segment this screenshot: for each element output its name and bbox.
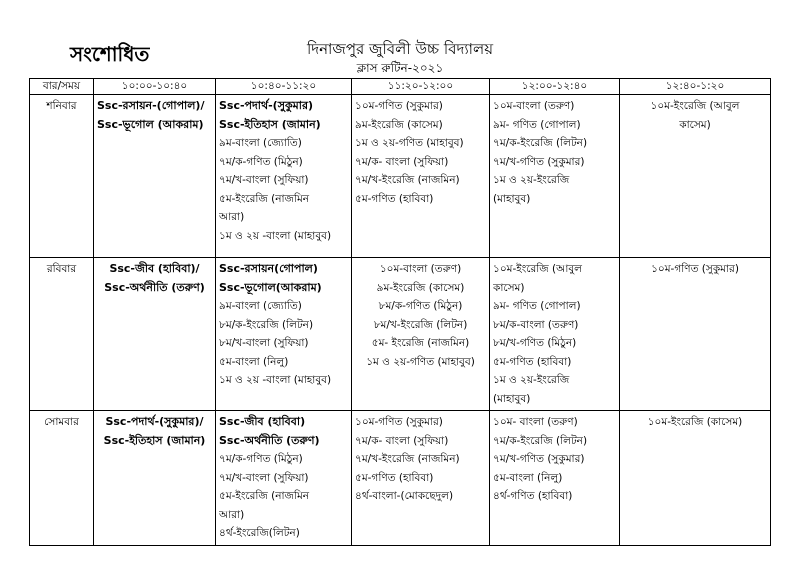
class-entry: ৫ম-ইংরেজি (নাজমিন [219, 192, 310, 205]
period-cell [620, 95, 771, 258]
class-entry: ১ম ও ২য়-ইংরেজি [493, 174, 570, 186]
period-cell [490, 95, 620, 258]
class-entry: ১০ম-গণিত (সুকুমার) [651, 263, 739, 275]
day-cell: রবিবার [30, 258, 94, 411]
period-cell [620, 258, 771, 411]
class-entry: ৪র্থ-ইংরেজি(লিটন) [219, 527, 300, 539]
period-cell [352, 411, 490, 546]
class-entry: ৭ম/ক-গণিত (মিঠুন) [219, 453, 303, 465]
class-entry: ১ম ও ২য়-ইংরেজি [493, 374, 570, 386]
class-entry: Ssc-জীব (হাবিবা)/ [109, 262, 200, 275]
table-row [30, 258, 771, 411]
class-entry: ৫ম- ইংরেজি (নাজমিন) [371, 337, 470, 349]
header-day-time: বার/সময় [30, 79, 94, 95]
header-period-2: ১০:৪০-১১:২০ [216, 79, 352, 95]
school-name: দিনাজপুর জুবিলী উচ্চ বিদ্যালয় [306, 40, 494, 58]
header-period-3: ১১:২০-১২:০০ [352, 79, 490, 95]
table-row [30, 95, 771, 258]
class-entry: ১০ম-বাংলা (তরুণ) [379, 263, 462, 275]
class-entry: ৫ম-গণিত (হাবিবা) [355, 192, 434, 205]
class-entry: ৫ম-গণিত (হাবিবা) [493, 355, 572, 368]
class-entry: ১ম ও ২য় -বাংলা (মাহাবুব) [219, 229, 332, 242]
class-entry: ৮ম/ক-বাংলা (তরুণ) [493, 318, 579, 331]
class-entry: Ssc-ইতিহাস (জামান) [219, 117, 321, 131]
class-entry: Ssc-জীব (হাবিবা) [219, 415, 306, 428]
class-entry: ৫ম-গণিত (হাবিবা) [355, 471, 434, 484]
class-entry: ৭ম/খ-বাংলা (সুফিয়া) [219, 471, 309, 484]
period-cell [94, 411, 216, 546]
class-entry: Ssc-রসায়ন(গোপাল) [219, 262, 318, 275]
class-entry: ৭ম/খ-ইংরেজি (নাজমিন) [355, 174, 460, 186]
class-entry: আরা) [219, 211, 245, 223]
table-header-row [30, 79, 771, 95]
class-entry: ৮ম/খ-ইংরেজি (লিটন) [373, 318, 468, 331]
period-cell [490, 411, 620, 546]
period-cell [94, 258, 216, 411]
class-entry: Ssc-পদার্থ-(সুকুমার) [219, 99, 314, 112]
period-cell [620, 411, 771, 546]
class-entry: ৯ম-বাংলা (জ্যোতি) [219, 137, 302, 149]
header-period-4: ১২:০০-১২:৪০ [490, 79, 620, 95]
class-entry: Ssc-পদার্থ-(সুকুমার)/ [105, 415, 204, 428]
class-entry: ১০ম-বাংলা (তরুণ) [493, 100, 575, 112]
class-routine-table [29, 78, 771, 546]
class-entry: ১০ম-ইংরেজি (কাসেম) [647, 416, 743, 428]
class-entry: ৭ম/ক-ইংরেজি (লিটন) [493, 434, 588, 447]
class-entry: ৮ম/খ-বাংলা (সুফিয়া) [219, 337, 309, 349]
class-entry: ৯ম-বাংলা (জ্যোতি) [219, 300, 302, 312]
class-entry: ৭ম/ক-ইংরেজি (লিটন) [493, 137, 588, 149]
period-cell [94, 95, 216, 258]
period-cell [216, 258, 352, 411]
class-entry: আরা) [219, 508, 245, 521]
class-entry: Ssc-রসায়ন-(গোপাল)/ [97, 99, 205, 112]
class-entry: Ssc-অর্থনীতি (তরুণ) [219, 433, 320, 447]
period-cell [352, 95, 490, 258]
class-entry: ১ম ও ২য় -বাংলা (মাহাবুব) [219, 374, 332, 386]
class-entry: ৯ম- গণিত (গোপাল) [493, 118, 581, 131]
class-entry: ৭ম/ক- বাংলা (সুফিয়া) [355, 434, 449, 447]
class-entry: ৮ম/খ-গণিত (মিঠুন) [493, 337, 577, 349]
class-entry: কাসেম) [679, 118, 711, 131]
day-cell: সোমবার [30, 411, 94, 546]
class-entry: ৯ম-ইংরেজি (কাসেম) [376, 281, 465, 294]
class-entry: (মাহাবুব) [493, 192, 531, 205]
header-period-5: ১২:৪০-১:২০ [620, 79, 771, 95]
table-row [30, 411, 771, 546]
class-entry: ৫ম-বাংলা (নিলু) [219, 355, 289, 368]
class-entry: ৮ম/ক-গণিত (মিঠুন) [378, 300, 463, 312]
class-entry: ১০ম- বাংলা (তরুণ) [493, 416, 578, 428]
class-entry: Ssc-ইতিহাস (জামান) [103, 433, 206, 447]
class-entry: ৯ম- গণিত (গোপাল) [493, 300, 581, 312]
class-entry: ৭ম/খ-বাংলা (সুফিয়া) [219, 174, 309, 186]
class-entry: ৫ম-ইংরেজি (নাজমিন [219, 490, 310, 502]
class-entry: ১০ম-গণিত (সুকুমার) [355, 416, 443, 428]
class-entry: ১০ম-ইংরেজি (আবুল [650, 100, 740, 112]
class-entry: Ssc-ভূগোল (আকরাম) [97, 117, 204, 131]
class-entry: ৪র্থ-গণিত (হাবিবা) [493, 490, 573, 502]
class-entry: (মাহাবুব) [493, 392, 531, 405]
class-entry: Ssc-ভূগোল(আকরাম) [219, 280, 322, 294]
class-entry: ৮ম/ক-ইংরেজি (লিটন) [219, 318, 314, 331]
period-cell [216, 411, 352, 546]
class-entry: কাসেম) [493, 281, 525, 294]
revised-label: সংশোধিত [70, 42, 150, 66]
class-entry: ৭ম/ক-গণিত (মিঠুন) [219, 155, 303, 168]
routine-subtitle: ক্লাস রুটিন-২০২১ [356, 61, 444, 75]
period-cell [216, 95, 352, 258]
class-entry: ৪র্থ-বাংলা-(মোকছেদুল) [355, 490, 454, 502]
class-entry: ৯ম-ইংরেজি (কাসেম) [355, 118, 443, 131]
class-entry: ১০ম-গণিত (সুকুমার) [355, 100, 443, 112]
class-entry: ১০ম-ইংরেজি (আবুল [493, 263, 582, 275]
class-entry: ৭ম/খ-গণিত (সুকুমার) [493, 155, 585, 168]
class-entry: ৭ম/ক- বাংলা (সুফিয়া) [355, 155, 449, 168]
header-period-1: ১০:০০-১০:৪০ [94, 79, 216, 95]
class-entry: ৫ম-বাংলা (নিলু) [493, 471, 563, 484]
class-entry: ৭ম/খ-ইংরেজি (নাজমিন) [355, 453, 460, 465]
class-entry: ১ম ও ২য়-গণিত (মাহাবুব) [355, 137, 464, 149]
class-entry: ১ম ও ২য়-গণিত (মাহাবুব) [366, 355, 475, 368]
class-entry: ৭ম/খ-গণিত (সুকুমার) [493, 453, 585, 465]
period-cell [490, 258, 620, 411]
period-cell [352, 258, 490, 411]
class-entry: Ssc-অর্থনীতি (তরুণ) [104, 280, 205, 294]
day-cell: শনিবার [30, 95, 94, 258]
